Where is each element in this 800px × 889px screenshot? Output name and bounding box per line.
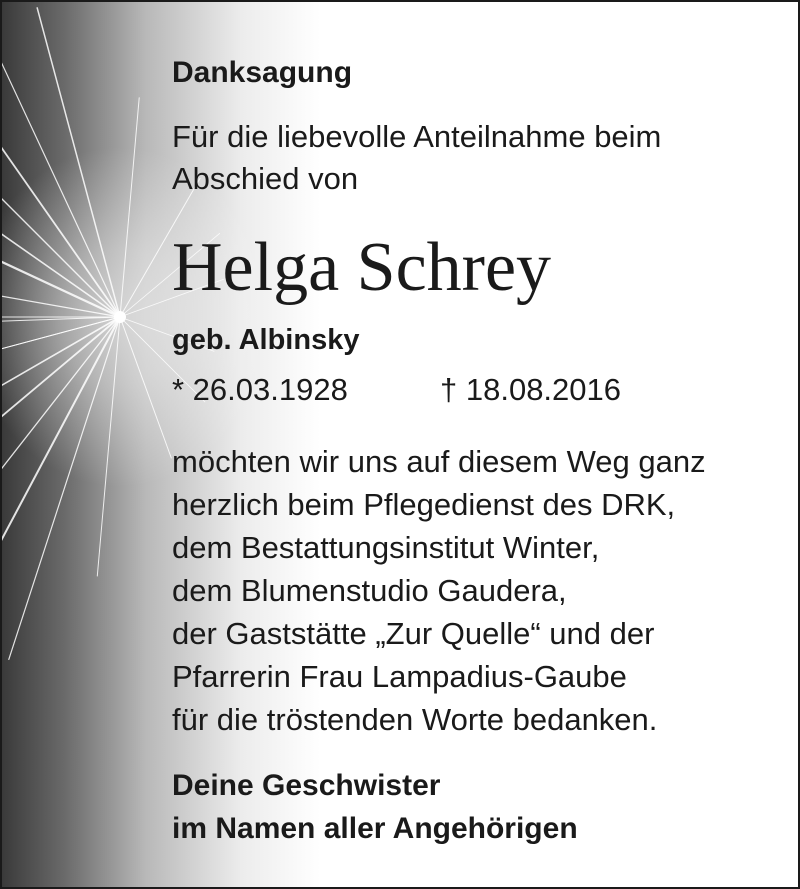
signature-line: im Namen aller Angehörigen — [172, 812, 578, 845]
intro-line: Abschied von — [172, 161, 359, 196]
life-dates — [172, 372, 622, 408]
signature — [172, 764, 578, 850]
maiden-name: geb. Albinsky — [172, 324, 360, 356]
thanks-text — [172, 440, 706, 741]
intro-line: Für die liebevolle Anteilnahme beim — [172, 119, 662, 154]
thanks-line: möchten wir uns auf diesem Weg ganz — [172, 444, 706, 479]
thanks-line: für die tröstenden Worte bedanken. — [172, 702, 658, 737]
intro-text — [172, 116, 661, 200]
thanks-line: herzlich beim Pflegedienst des DRK, — [172, 487, 676, 522]
signature-line: Deine Geschwister — [172, 769, 441, 802]
birth-date: * 26.03.1928 — [172, 372, 348, 407]
thanks-line: Pfarrerin Frau Lampadius-Gaube — [172, 659, 627, 694]
thanks-line: dem Bestattungsinstitut Winter, — [172, 530, 600, 565]
deceased-name: Helga Schrey — [172, 229, 552, 306]
thanks-line: dem Blumenstudio Gaudera, — [172, 573, 567, 608]
thanks-line: der Gaststätte „Zur Quelle“ und der — [172, 616, 655, 651]
notice-heading: Danksagung — [172, 56, 353, 89]
death-date: † 18.08.2016 — [440, 372, 622, 407]
